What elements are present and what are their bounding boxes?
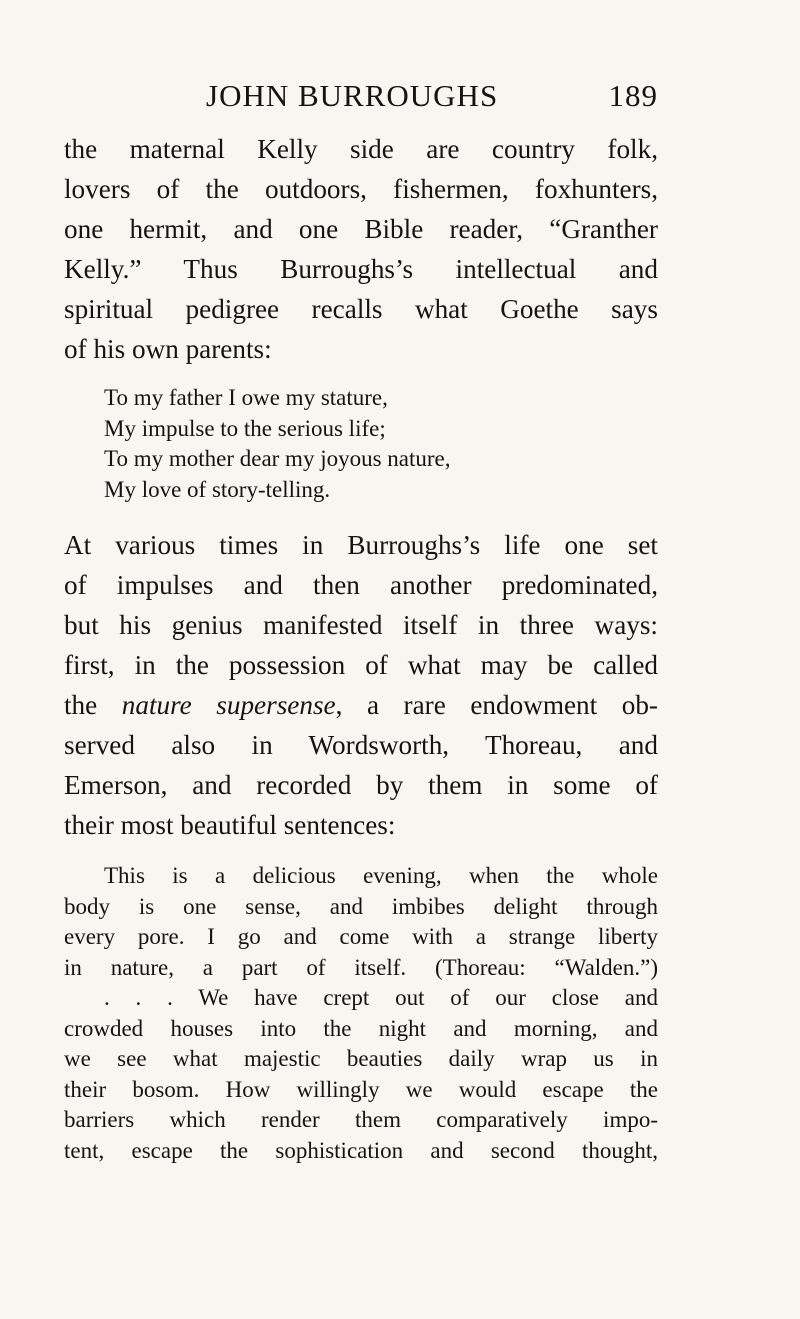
page-content bbox=[64, 78, 658, 1166]
verse-line: My love of story-telling. bbox=[104, 476, 331, 502]
text-fragment: the bbox=[64, 690, 122, 720]
text-line: but his genius manifested itself in three ways: bbox=[64, 610, 658, 640]
quote-line: crowded houses into the night and morning, and bbox=[64, 1015, 658, 1041]
text-line: spiritual pedigree recalls what Goethe says bbox=[64, 294, 658, 324]
quote-line: we see what majestic beauties daily wrap us in bbox=[64, 1046, 658, 1071]
paragraph-continued bbox=[64, 129, 658, 369]
goethe-verse bbox=[104, 383, 658, 505]
text-line: one hermit, and one Bible reader, “Granther bbox=[64, 214, 658, 244]
quote-line: every pore. I go and come with a strange liberty bbox=[64, 924, 658, 949]
text-line: Kelly.” Thus Burroughs’s intellectual and bbox=[64, 254, 658, 284]
quote-line: . . . We have crept out of our close and bbox=[104, 985, 658, 1010]
quote-line: in nature, a part of itself. (Thoreau: “Walden.”) bbox=[64, 954, 658, 980]
text-line: At various times in Burroughs’s life one set bbox=[64, 530, 658, 560]
text-line: the maternal Kelly side are country folk, bbox=[64, 134, 658, 164]
text-line: of impulses and then another predominated, bbox=[64, 570, 658, 600]
italic-phrase: nature supersense bbox=[121, 690, 336, 720]
text-line: lovers of the outdoors, fishermen, foxhunters, bbox=[64, 174, 658, 204]
text-line: their most beautiful sentences: bbox=[64, 810, 396, 840]
page-number: 189 bbox=[608, 78, 658, 113]
verse-line: To my father I owe my stature, bbox=[104, 385, 388, 410]
quote-line: their bosom. How willingly we would escape the bbox=[64, 1076, 658, 1102]
text-line: first, in the possession of what may be called bbox=[64, 650, 658, 680]
text-fragment: , a rare endowment ob- bbox=[335, 690, 658, 720]
text-line: served also in Wordsworth, Thoreau, and bbox=[64, 730, 658, 760]
verse-line: To my mother dear my joyous nature, bbox=[104, 446, 451, 471]
text-line bbox=[64, 685, 658, 725]
quote-line: body is one sense, and imbibes delight through bbox=[64, 893, 658, 919]
text-line: of his own parents: bbox=[64, 334, 272, 364]
thoreau-quotation bbox=[64, 861, 658, 1166]
quote-line: tent, escape the sophistication and second thought, bbox=[64, 1137, 658, 1163]
running-head bbox=[64, 78, 658, 126]
text-line: Emerson, and recorded by them in some of bbox=[64, 770, 658, 800]
quote-line: This is a delicious evening, when the whole bbox=[104, 863, 658, 888]
running-title: JOHN BURROUGHS bbox=[206, 78, 499, 113]
verse-line: My impulse to the serious life; bbox=[104, 415, 386, 441]
quote-line: barriers which render them comparatively impo- bbox=[64, 1107, 658, 1132]
paragraph-main bbox=[64, 525, 658, 845]
